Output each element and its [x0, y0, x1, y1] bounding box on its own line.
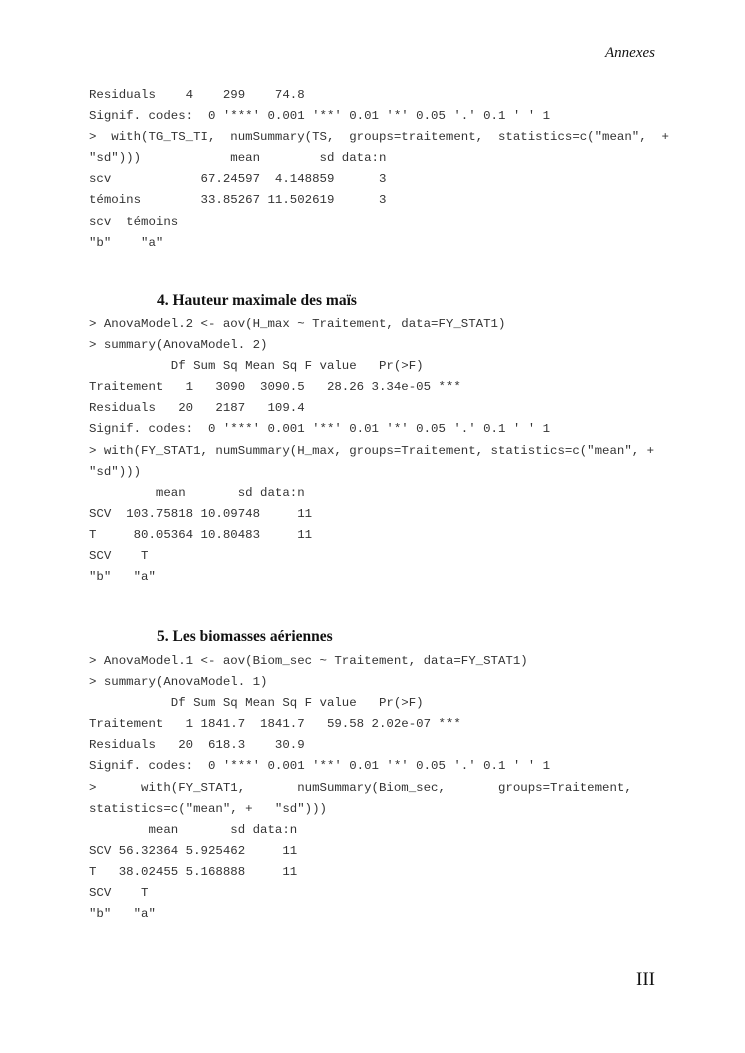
- code-line: Traitement 1 3090 3090.5 28.26 3.34e-05 ***: [89, 380, 461, 395]
- code-line: scv 67.24597 4.148859 3: [89, 172, 387, 187]
- code-line: témoins 33.85267 11.502619 3: [89, 193, 387, 208]
- code-line: statistics=c("mean", + "sd"))): [89, 801, 327, 816]
- r-output-section-4: [89, 314, 654, 588]
- code-line: SCV 103.75818 10.09748 11: [89, 506, 313, 521]
- section-heading-4: 4. Hauteur maximale des maïs: [157, 292, 357, 309]
- code-line: > AnovaModel.1 <- aov(Biom_sec ~ Traitement, data=FY_STAT1): [89, 654, 528, 668]
- code-line: SCV 56.32364 5.925462 11: [89, 843, 298, 858]
- code-line: Df Sum Sq Mean Sq F value Pr(>F): [89, 696, 424, 711]
- code-line: > AnovaModel.2 <- aov(H_max ~ Traitement, data=FY_STAT1): [89, 317, 506, 331]
- code-line: mean sd data:n: [89, 485, 305, 500]
- code-line: Residuals 20 618.3 30.9: [89, 738, 305, 753]
- code-line: "b" "a": [89, 570, 156, 585]
- code-line: SCV T: [89, 549, 149, 564]
- code-line: Traitement 1 1841.7 1841.7 59.58 2.02e-07 ***: [89, 717, 461, 732]
- r-output-block-1: [89, 85, 669, 254]
- code-line: Df Sum Sq Mean Sq F value Pr(>F): [89, 359, 424, 374]
- section-heading-5: 5. Les biomasses aériennes: [157, 628, 333, 645]
- code-line: "b" "a": [89, 235, 164, 250]
- r-output-section-5: [89, 651, 632, 925]
- code-line: SCV T: [89, 886, 149, 901]
- code-line: T 80.05364 10.80483 11: [89, 527, 313, 542]
- code-line: > with(FY_STAT1, numSummary(H_max, groups=Traitement, statistics=c("mean", +: [89, 443, 655, 458]
- code-line: Signif. codes: 0 '***' 0.001 '**' 0.01 '*' 0.05 '.' 0.1 ' ' 1: [89, 759, 551, 774]
- code-line: "b" "a": [89, 907, 156, 922]
- code-line: "sd"))) mean sd data:n: [89, 151, 387, 166]
- code-line: Signif. codes: 0 '***' 0.001 '**' 0.01 '*' 0.05 '.' 0.1 ' ' 1: [89, 109, 551, 124]
- code-line: mean sd data:n: [89, 822, 298, 837]
- code-line: "sd"))): [89, 464, 142, 479]
- code-line: Residuals 4 299 74.8: [89, 88, 305, 102]
- code-line: Residuals 20 2187 109.4: [89, 401, 305, 416]
- code-line: > summary(AnovaModel. 1): [89, 675, 268, 690]
- code-line: > with(FY_STAT1, numSummary(Biom_sec, groups=Traitement,: [89, 780, 632, 795]
- running-header: Annexes: [605, 45, 655, 61]
- code-line: scv témoins: [89, 214, 179, 229]
- code-line: > summary(AnovaModel. 2): [89, 338, 268, 353]
- code-line: T 38.02455 5.168888 11: [89, 864, 298, 879]
- page-number: III: [636, 969, 655, 990]
- code-line: > with(TG_TS_TI, numSummary(TS, groups=traitement, statistics=c("mean", +: [89, 130, 669, 145]
- code-line: Signif. codes: 0 '***' 0.001 '**' 0.01 '*' 0.05 '.' 0.1 ' ' 1: [89, 422, 551, 437]
